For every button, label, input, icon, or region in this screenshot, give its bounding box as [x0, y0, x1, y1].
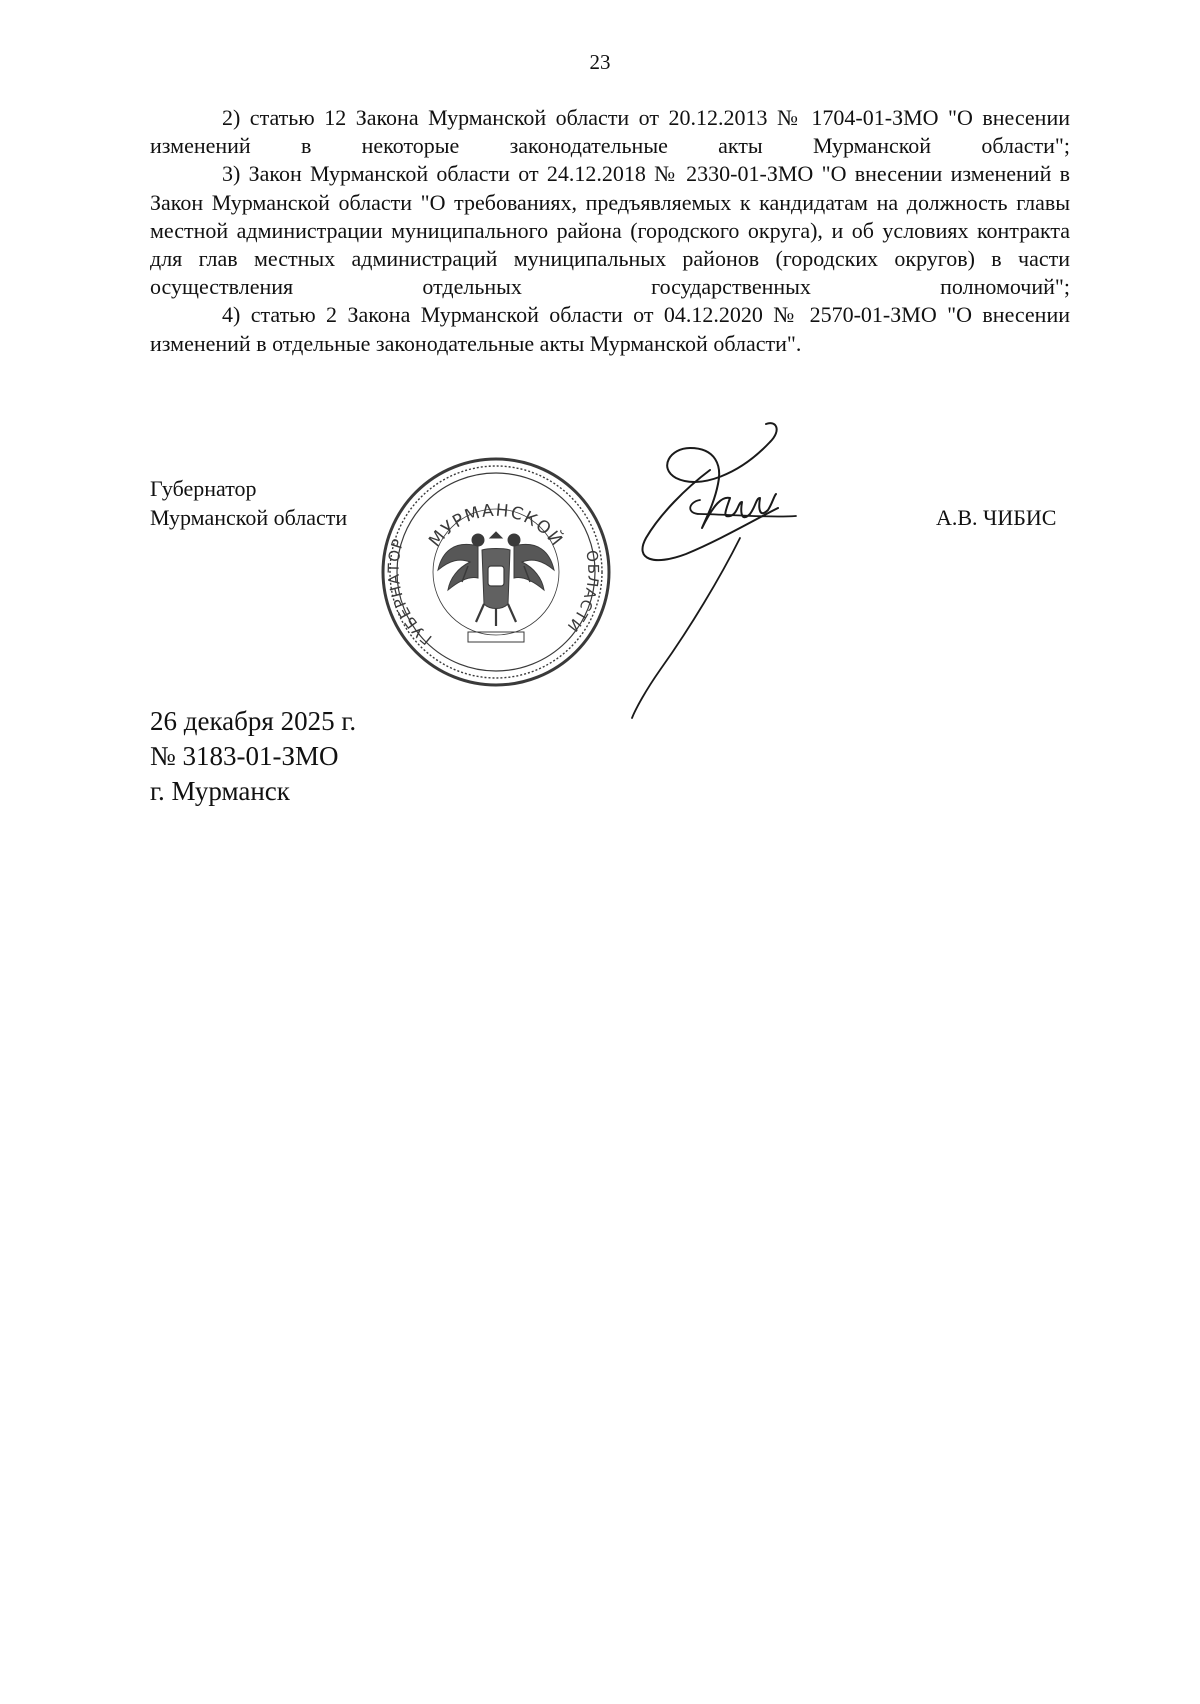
text-line: полномочий"; [940, 274, 1070, 300]
signatory-name: А.В. ЧИБИС [936, 505, 1057, 530]
seal-text-right: ОБЛАСТИ [563, 548, 603, 636]
seal-text-left: ГУБЕРНАТОР [384, 536, 436, 649]
svg-text:МУРМАНСКОЙ [425, 501, 568, 551]
document-body [150, 104, 1070, 358]
text-line: 3) Закон Мурманской области от 24.12.2018 № 2330-01-ЗМО "О внесении [222, 161, 943, 187]
handwritten-signature [590, 418, 850, 758]
list-item [150, 301, 1070, 357]
text-line: 2) статью 12 Закона Мурманской области от 20.12.2013 № 1704-01-ЗМО [222, 105, 939, 130]
page-number: 23 [589, 50, 611, 74]
text-line: изменений в Закон Мурманской области "О требованиях, предъявляемых к кандидатам [150, 161, 1071, 215]
list-item [150, 104, 1070, 160]
text-line: "О внесении изменений в отдельные законодательные акты Мурманской области". [150, 302, 1071, 356]
signatory-title-line: Губернатор [150, 476, 257, 501]
text-line: на должность главы местной администрации муниципального района (городского [150, 189, 1071, 243]
signatory-title-line: Мурманской области [150, 505, 348, 530]
text-line: округа), и об условиях контракта для глав местных администраций муниципальных [150, 217, 1071, 272]
text-line: районов (городских округов) в части осуществления отдельных государственных [150, 246, 1070, 300]
city: г. Мурманск [150, 776, 290, 806]
text-line: 4) статью 2 Закона Мурманской области от 04.12.2020 № 2570-01-ЗМО [222, 302, 937, 328]
seal-text-top: МУРМАНСКОЙ [425, 500, 567, 551]
signatory-title [150, 474, 347, 532]
list-item [150, 160, 1070, 301]
document-footer [150, 704, 356, 809]
law-number: № 3183-01-ЗМО [150, 741, 339, 771]
svg-text:ГУБЕРНАТОР [384, 536, 435, 648]
signing-date: 26 декабря 2025 г. [150, 706, 357, 736]
text-line: "О внесении изменений в некоторые законодательные акты Мурманской области"; [150, 105, 1070, 159]
double-headed-eagle-icon [438, 532, 554, 626]
official-seal [378, 454, 614, 690]
